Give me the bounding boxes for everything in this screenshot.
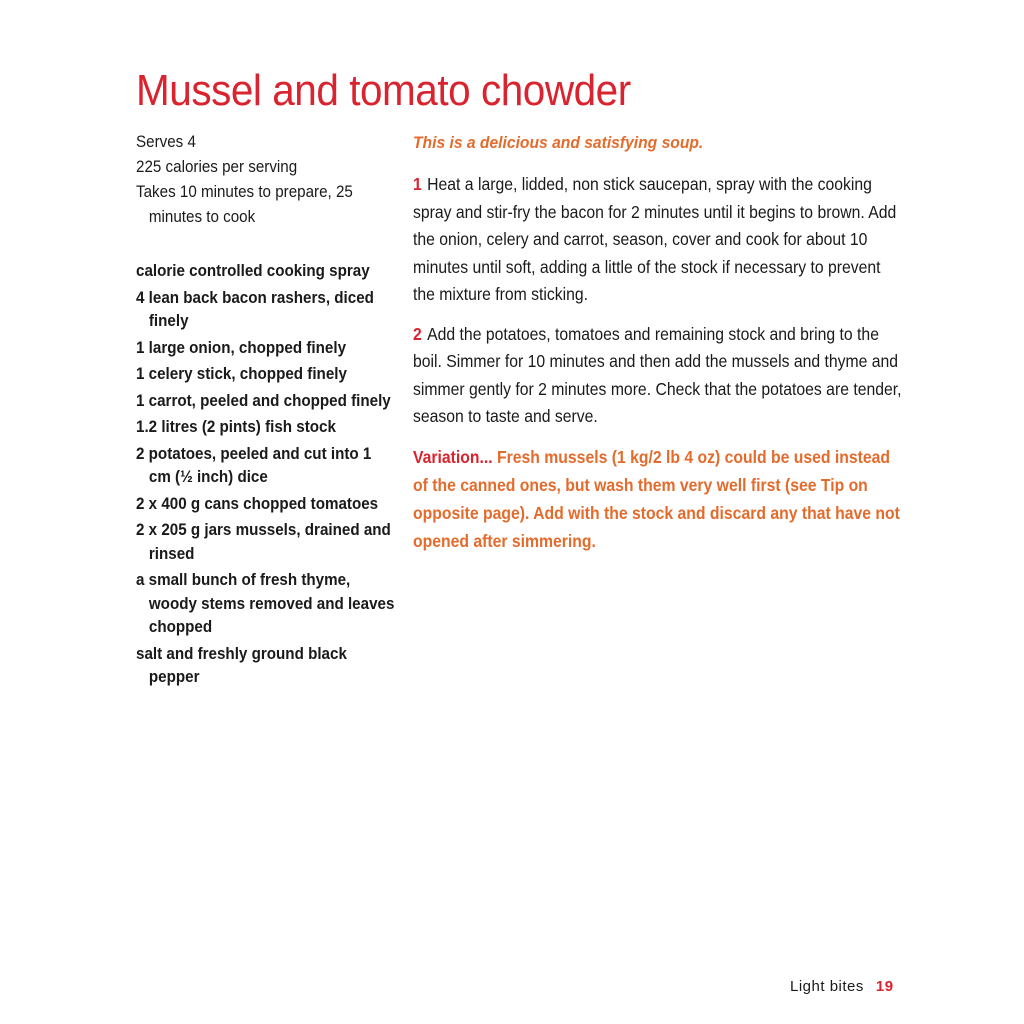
ingredient-item: 1 carrot, peeled and chopped finely [136,391,391,410]
page-number: 19 [875,978,894,995]
step-text: Heat a large, lidded, non stick saucepan, spray with the cooking spray and stir-fry the bacon for 2 minutes until it begins to brown. Add the onion, celery and carrot, season, cover and cook for about 10 minutes until soft, adding a little of the stock if necessary to prevent the mixture from sticking. [413,174,897,304]
method-step [413,171,904,309]
page-footer [790,977,894,997]
step-number: 2 [413,323,422,344]
ingredient-item: calorie controlled cooking spray [136,262,370,280]
time-info: Takes 10 minutes to prepare, 25 minutes to cook [136,183,353,226]
variation-label: Variation... [413,446,493,467]
ingredient-item: salt and freshly ground black pepper [136,644,347,686]
ingredient-item: 2 x 205 g jars mussels, drained and rinsed [136,521,391,563]
calories-info: 225 calories per serving [136,158,298,176]
ingredient-item: 1 celery stick, chopped finely [136,365,347,383]
step-number: 1 [413,174,422,194]
step-text: Add the potatoes, tomatoes and remaining stock and bring to the boil. Simmer for 10 minutes and then add the mussels and thyme and simmer gently for 2 minutes more. Check that the potatoes are tender, season to taste and serve. [413,323,902,426]
variation-note [413,443,904,555]
ingredient-item: 4 lean back bacon rashers, diced finely [136,288,374,330]
ingredient-item: 1.2 litres (2 pints) fish stock [136,418,336,436]
recipe-title: Mussel and tomato chowder [136,66,631,116]
recipe-intro: This is a delicious and satisfying soup. [413,133,704,152]
variation-text: Fresh mussels (1 kg/2 lb 4 oz) could be used instead of the canned ones, but wash them very well first (see Tip on opposite page). Add with the stock and discard any that have not opened after simmering. [413,446,900,551]
ingredient-list [136,260,396,690]
serves-info: Serves 4 [136,133,196,151]
ingredient-item: 1 large onion, chopped finely [136,338,347,357]
ingredient-item: 2 potatoes, peeled and cut into 1 cm (½ inch) dice [136,444,372,486]
ingredient-item: 2 x 400 g cans chopped tomatoes [136,494,379,513]
method-step [413,321,904,431]
recipe-method [413,130,933,555]
ingredient-item: a small bunch of fresh thyme, woody stems removed and leaves chopped [136,571,395,636]
recipe-sidebar [136,130,396,706]
section-name: Light bites [790,978,864,995]
